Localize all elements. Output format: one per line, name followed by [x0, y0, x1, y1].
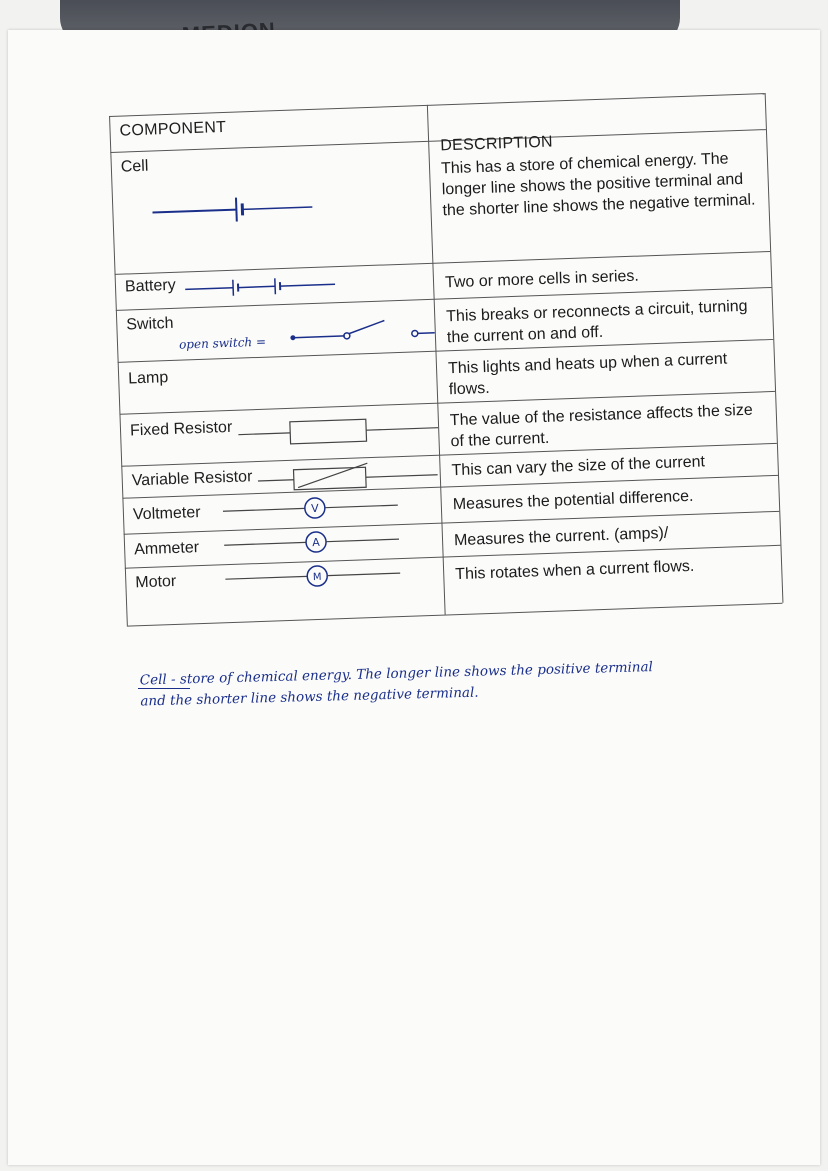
component-battery: Battery: [124, 276, 176, 296]
component-variable-resistor: Variable Resistor: [131, 468, 253, 490]
component-lamp: Lamp: [127, 369, 169, 388]
motor-letter: M: [312, 571, 322, 584]
component-cell: Cell: [120, 157, 149, 176]
components-table: [108, 63, 787, 636]
switch-note: open switch =: [178, 334, 267, 352]
description-motor: This rotates when a current flows.: [454, 557, 695, 584]
component-fixed-resistor: Fixed Resistor: [129, 418, 233, 440]
motor-symbol-icon: [225, 560, 406, 592]
cell-symbol-icon: [152, 188, 333, 224]
fixed-resistor-symbol-icon: [238, 413, 439, 450]
description-variable-resistor: This can vary the size of the current: [451, 453, 706, 480]
voltmeter-symbol-icon: [222, 492, 403, 524]
ammeter-symbol-icon: [224, 526, 405, 558]
ammeter-letter: A: [312, 535, 321, 550]
handwritten-note-line2: and the shorter line shows the negative terminal.: [140, 684, 479, 710]
component-ammeter: Ammeter: [133, 539, 200, 559]
variable-resistor-symbol-icon: [257, 459, 438, 495]
description-voltmeter: Measures the potential difference.: [452, 487, 694, 514]
component-header: COMPONENT: [119, 118, 227, 140]
description-cell: This has a store of chemical energy. The longer line shows the positive terminal and the shorter line shows the negative terminal.: [440, 150, 756, 220]
table-top-border: [109, 93, 765, 117]
description-header: DESCRIPTION: [439, 133, 554, 155]
description-fixed-resistor: The value of the resistance affects the size of the current.: [449, 401, 753, 451]
description-switch: This breaks or reconnects a circuit, turning the current on and off.: [445, 297, 748, 347]
handwritten-note-line1: Cell - store of chemical energy. The longer line shows the positive terminal: [139, 659, 654, 689]
battery-symbol-icon: [185, 271, 366, 299]
voltmeter-letter: V: [310, 501, 319, 516]
component-switch: Switch: [126, 314, 174, 334]
component-motor: Motor: [135, 572, 177, 592]
description-ammeter: Measures the current. (amps)/: [453, 524, 669, 550]
description-lamp: This lights and heats up when a current flows.: [447, 350, 728, 399]
description-battery: Two or more cells in series.: [444, 267, 640, 292]
component-voltmeter: Voltmeter: [132, 504, 201, 524]
switch-symbol-icon: [284, 315, 435, 350]
